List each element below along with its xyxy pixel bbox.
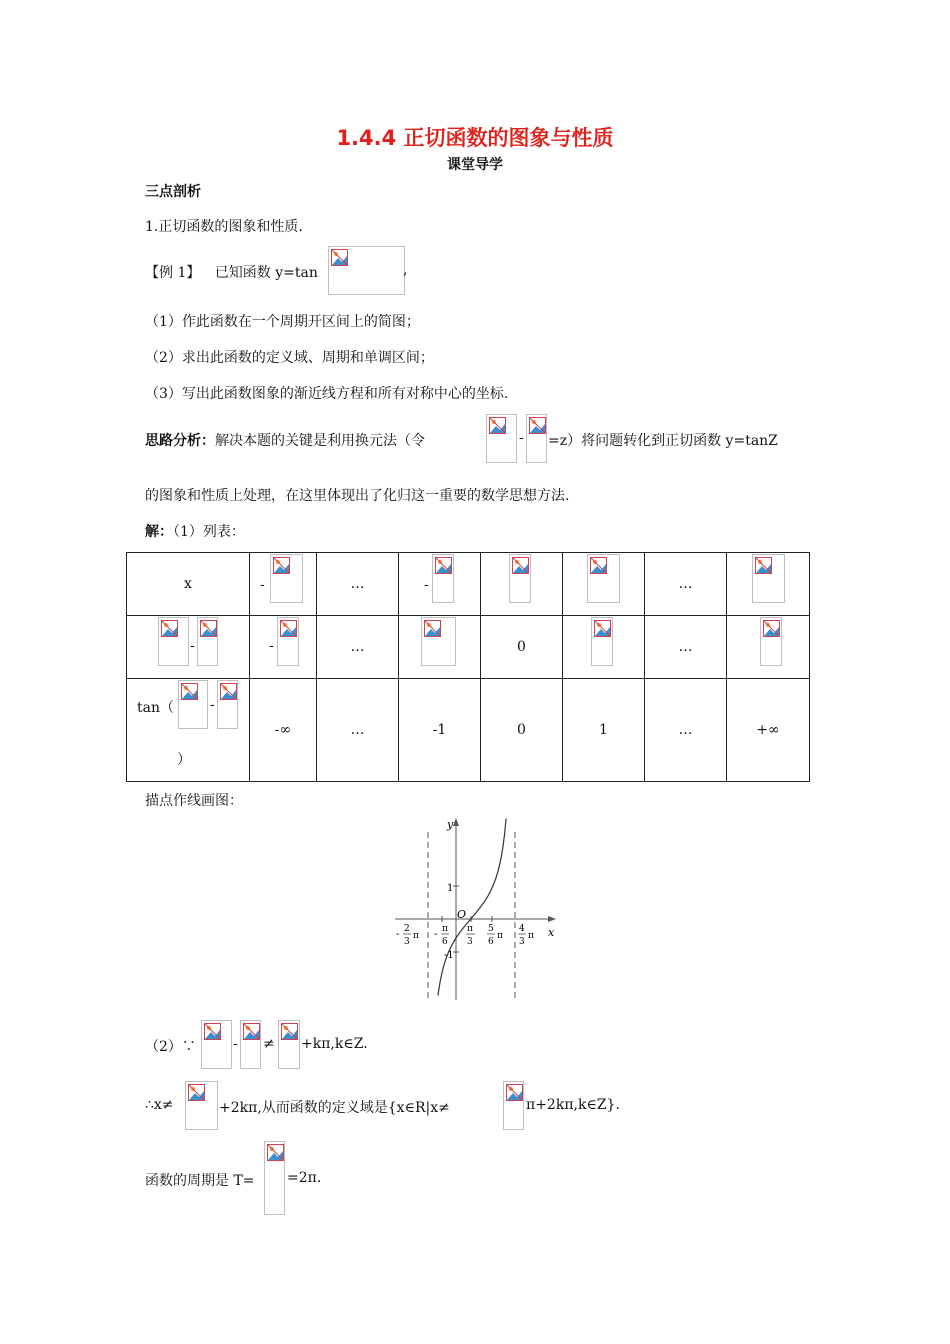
formula-image-placeholder xyxy=(432,554,454,603)
formula-image-placeholder xyxy=(752,554,785,603)
formula-image-placeholder xyxy=(760,617,782,666)
formula-image-placeholder xyxy=(587,554,620,603)
tan-prefix: tan（ xyxy=(137,700,174,716)
x-label-pi: π xyxy=(497,931,503,941)
x-label-pi: π xyxy=(413,931,419,941)
broken-image-icon xyxy=(489,417,506,434)
formula-image-placeholder xyxy=(277,617,299,666)
table-cell: … xyxy=(317,553,399,616)
broken-image-icon xyxy=(204,1023,221,1040)
broken-image-icon xyxy=(267,1144,284,1161)
formula-image-placeholder xyxy=(158,617,189,666)
broken-image-icon xyxy=(763,620,780,637)
x-label-denominator: 3 xyxy=(519,937,525,947)
table-minus: - xyxy=(190,638,195,654)
question-2: （2）求出此函数的定义域、周期和单调区间； xyxy=(145,350,434,366)
broken-image-icon xyxy=(273,557,290,574)
x-label-numerator: 2 xyxy=(404,924,410,934)
broken-image-icon xyxy=(281,1023,298,1040)
solution-label: 解： xyxy=(145,524,173,540)
broken-image-icon xyxy=(200,620,217,637)
origin-label: O xyxy=(457,908,467,921)
broken-image-icon xyxy=(181,683,198,700)
analysis-label: 思路分析： xyxy=(145,433,215,449)
y-tick-label-1: 1 xyxy=(447,883,454,894)
table-cell: -1 xyxy=(399,679,481,782)
x-label-denominator: 3 xyxy=(404,937,410,947)
x-label-pi: π xyxy=(528,931,534,941)
step-2-prefix: （2）∵ xyxy=(145,1039,196,1055)
tan-suffix: ） xyxy=(177,752,191,768)
table-minus: - xyxy=(424,577,429,593)
example-1-stem xyxy=(145,262,318,282)
broken-image-icon xyxy=(506,1084,523,1101)
period-prefix: 函数的周期是 T= xyxy=(145,1173,255,1189)
step-2-neq: ≠ xyxy=(263,1036,275,1052)
step-3-suffix: π+2kπ,k∈Z}. xyxy=(526,1097,620,1113)
table-cell xyxy=(563,553,645,616)
table-cell xyxy=(399,553,481,616)
table-row-tan xyxy=(127,679,810,782)
formula-image-placeholder xyxy=(217,680,238,729)
step-3-prefix: ∴x≠ xyxy=(145,1097,174,1113)
table-cell: … xyxy=(645,616,727,679)
formula-image-placeholder xyxy=(278,1020,300,1069)
x-label-sign: - xyxy=(434,929,438,940)
table-minus: - xyxy=(269,638,274,654)
tangent-curve xyxy=(438,818,506,995)
formula-image-placeholder xyxy=(270,554,303,603)
question-1: （1）作此函数在一个周期开区间上的简图； xyxy=(145,314,420,330)
broken-image-icon xyxy=(161,620,178,637)
formula-image-placeholder xyxy=(503,1081,524,1130)
formula-image-placeholder xyxy=(185,1081,218,1130)
table-header-z xyxy=(127,616,250,679)
broken-image-icon xyxy=(594,620,611,637)
table-cell: +∞ xyxy=(727,679,810,782)
broken-image-icon xyxy=(331,249,348,266)
broken-image-icon xyxy=(590,557,607,574)
table-cell: … xyxy=(645,679,727,782)
x-label-numerator: 5 xyxy=(488,924,494,934)
y-tick-label-minus-1: -1 xyxy=(444,950,454,961)
table-cell: … xyxy=(645,553,727,616)
formula-image-placeholder xyxy=(486,414,517,463)
table-cell xyxy=(250,616,317,679)
formula-image-placeholder xyxy=(526,414,547,463)
formula-image-placeholder xyxy=(264,1141,285,1215)
table-cell xyxy=(481,553,563,616)
table-cell: 0 xyxy=(481,679,563,782)
point-1: 1.正切函数的图象和性质. xyxy=(145,219,303,235)
table-row-z xyxy=(127,616,810,679)
example-label: 【例 1】 xyxy=(145,265,201,281)
page-title: 1.4.4 正切函数的图象与性质 xyxy=(336,126,614,150)
table-header-tan xyxy=(127,679,250,782)
solution-step-1: （1）列表： xyxy=(173,524,245,540)
table-cell xyxy=(727,616,810,679)
table-minus: - xyxy=(210,697,215,713)
section-heading: 三点剖析 xyxy=(145,184,201,200)
table-row-x xyxy=(127,553,810,616)
analysis-text-b: =z）将问题转化到正切函数 y=tanZ xyxy=(548,433,778,449)
y-axis-arrow-icon xyxy=(453,818,459,826)
table-cell: 1 xyxy=(563,679,645,782)
x-label-denominator: 6 xyxy=(488,937,494,947)
x-label-numerator: π xyxy=(442,924,448,934)
x-label-sign: - xyxy=(396,929,400,940)
example-stem-prefix: 已知函数 y=tan xyxy=(214,265,318,281)
table-cell: … xyxy=(317,616,399,679)
broken-image-icon xyxy=(280,620,297,637)
broken-image-icon xyxy=(435,557,452,574)
tangent-graph xyxy=(390,812,570,1004)
formula-image-placeholder xyxy=(591,617,613,666)
analysis-line-1a xyxy=(145,430,425,450)
broken-image-icon xyxy=(512,557,529,574)
table-cell xyxy=(250,553,317,616)
step-2-suffix: +kπ,k∈Z. xyxy=(301,1036,368,1052)
x-axis-label: x xyxy=(548,926,555,939)
broken-image-icon xyxy=(529,417,546,434)
formula-image-placeholder xyxy=(421,617,456,666)
y-axis-label: y xyxy=(447,818,454,831)
broken-image-icon xyxy=(755,557,772,574)
broken-image-icon xyxy=(220,683,237,700)
table-cell: … xyxy=(317,679,399,782)
x-label-numerator: π xyxy=(467,924,473,934)
table-cell xyxy=(399,616,481,679)
example-stem-suffix: , xyxy=(403,262,408,278)
table-header-x: x xyxy=(127,553,250,616)
solution-line xyxy=(145,521,245,541)
analysis-line-2: 的图象和性质上处理，在这里体现出了化归这一重要的数学思想方法. xyxy=(145,488,570,504)
broken-image-icon xyxy=(243,1023,260,1040)
step-3-mid: +2kπ,从而函数的定义域是{x∈R|x≠ xyxy=(219,1100,450,1116)
table-cell xyxy=(563,616,645,679)
draw-caption: 描点作线画图： xyxy=(145,793,243,809)
table-cell: -∞ xyxy=(250,679,317,782)
formula-image-placeholder xyxy=(201,1020,232,1069)
x-axis-arrow-icon xyxy=(548,916,556,922)
table-minus: - xyxy=(260,577,265,593)
x-label-denominator: 3 xyxy=(467,937,473,947)
question-3: （3）写出此函数图象的渐近线方程和所有对称中心的坐标. xyxy=(145,386,509,402)
value-table xyxy=(126,552,810,782)
page-subtitle: 课堂导学 xyxy=(447,157,503,173)
broken-image-icon xyxy=(188,1084,205,1101)
broken-image-icon xyxy=(424,620,441,637)
formula-image-placeholder xyxy=(509,554,531,603)
step-2-minus: - xyxy=(233,1036,238,1052)
period-suffix: =2π. xyxy=(287,1170,322,1186)
formula-image-placeholder xyxy=(328,246,408,295)
table-cell: 0 xyxy=(481,616,563,679)
formula-image-placeholder xyxy=(178,680,208,729)
formula-image-placeholder xyxy=(240,1020,261,1069)
analysis-minus: - xyxy=(519,430,524,446)
analysis-text-a: 解决本题的关键是利用换元法（令 xyxy=(215,433,425,449)
x-label-denominator: 6 xyxy=(442,937,448,947)
table-cell xyxy=(727,553,810,616)
formula-image-placeholder xyxy=(197,617,218,666)
x-label-numerator: 4 xyxy=(519,924,525,934)
